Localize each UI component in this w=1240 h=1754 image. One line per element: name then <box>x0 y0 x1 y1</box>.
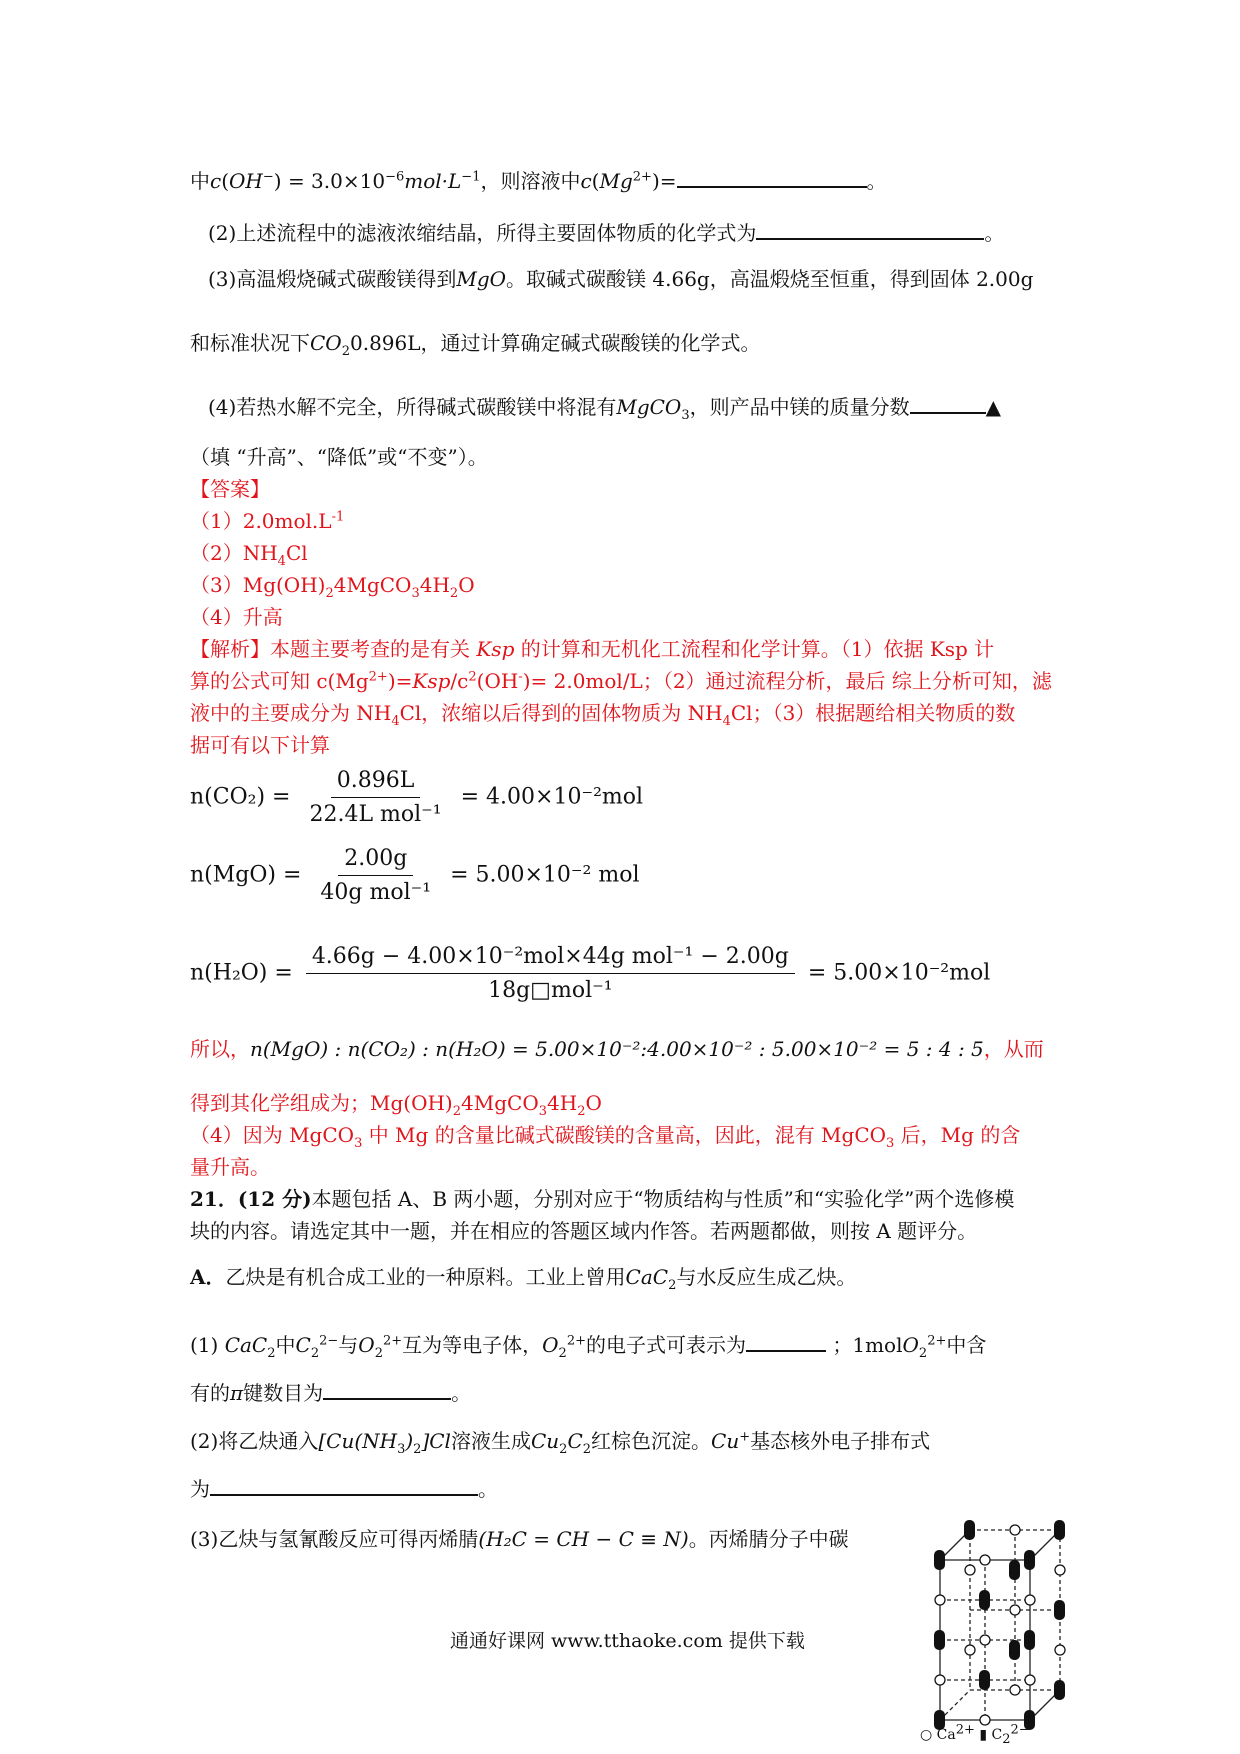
conclusion-line2: 得到其化学组成为；$Mg(OH)_24MgCO_34H_2O$ <box>190 1091 602 1119</box>
triangle-mark: ▲ <box>985 395 1001 419</box>
q20-part2: (2)上述流程中的滤液浓缩结晶，所得主要固体物质的化学式为 。 <box>208 221 1005 245</box>
fraction: $\frac{2.00g}{\text{40g mol⁻¹}}$ <box>320 846 432 905</box>
answer-blank[interactable] <box>756 220 984 240</box>
analysis-line3: 液中的主要成分为 $NH_4Cl$，浓缩以后得到的固体物质为 $NH_4Cl$；（3）根据题给相关物质的数 <box>190 701 1016 729</box>
answer-1: $(1)2.0mol.L^{-1}$ <box>190 509 345 533</box>
fraction: $\frac{\text{4.66g − 4.00×10⁻²mol×44g mol⁻¹ − 2.00g}}{\text{18g□mol⁻¹}}$ <box>306 944 795 1003</box>
answer-2: $(2)NH_4Cl$ <box>190 541 308 569</box>
q21-title-line1: 21．(12 分)本题包括 A、B 两小题，分别对应于“物质结构与性质”和“实验化学”两个选修模 <box>190 1187 1015 1211</box>
q20-line1: 中$c(OH^-) = 3.0\times 10^{-6}mol\cdot L^{-1}$，则溶液中$c(Mg^{2+})=$ 。 <box>190 169 887 193</box>
answer-blank[interactable] <box>677 168 867 188</box>
answer-blank[interactable] <box>910 394 986 414</box>
q21-part2: (2)将乙炔通入$[Cu(NH_3)_2]Cl$溶液生成$Cu_2C_2$红棕色沉淀。Cu+基态核外电子排布式 <box>190 1429 931 1457</box>
q21-part3: (3)乙炔与氢氰酸反应可得丙烯腈(H₂C = CH − C ≡ N)。丙烯腈分子中碳 <box>190 1527 849 1551</box>
answer-blank[interactable] <box>746 1332 826 1352</box>
q20-part3-cont: 和标准状况下$CO_20.896L$，通过计算确定碱式碳酸镁的化学式。 <box>190 331 761 359</box>
analysis-line2: 算的公式可知 $c(Mg^{2+})=Ksp/c^2(OH^-)= 2.0mol/L$；（2）通过流程分析，最后 综上分析可知，滤 <box>190 669 1052 693</box>
q21-part2-cont: 为 。 <box>190 1477 498 1501</box>
conclusion-line4: 量升高。 <box>190 1155 270 1179</box>
analysis-line1: 【解析】本题主要考查的是有关 Ksp 的计算和无机化工流程和化学计算。（1）依据 Ksp 计 <box>190 637 995 661</box>
answer-heading: 【答案】 <box>190 477 270 501</box>
analysis-line4: 据可有以下计算 <box>190 733 330 757</box>
conclusion-line3: （4）因为 MgCO$_3$ 中 Mg 的含量比碱式碳酸镁的含量高，因此，混有 MgCO$_3$ 后，Mg 的含 <box>190 1123 1021 1151</box>
q21-title-line2: 块的内容。请选定其中一题，并在相应的答题区域内作答。若两题都做，则按 A 题评分。 <box>190 1219 978 1243</box>
equation-n-h2o: n(H₂O) = $\frac{\text{4.66g − 4.00×10⁻²mol×44g mol⁻¹ − 2.00g}}{\text{18g□mol⁻¹}}$ = 5.00×10⁻²mol <box>190 944 991 1003</box>
answer-blank[interactable] <box>323 1380 451 1400</box>
q21-part1: (1) CaC$_2$中$C_2^{2-}$与$O_2^{2+}$互为等电子体，$O_2^{2+}$的电子式可表示为 ；1molO$_2^{2+}$中含 <box>190 1333 987 1361</box>
crystal-legend: ○ $Ca^{2+}$ ▮ $C_2^{2-}$ <box>920 1722 1030 1747</box>
q21-part1-cont: 有的π键数目为 。 <box>190 1381 472 1405</box>
page-footer: 通通好课网 www.tthaoke.com 提供下载 <box>450 1630 805 1652</box>
q20-part4: (4)若热水解不完全，所得碱式碳酸镁中将混有MgCO$_3$，则产品中镁的质量分数 ▲ <box>208 395 1001 423</box>
q20-part4-hint: （填 “升高”、“降低”或“不变”）。 <box>190 445 488 469</box>
q21-a-intro: A．乙炔是有机合成工业的一种原料。工业上曾用CaC$_2$与水反应生成乙炔。 <box>190 1265 857 1293</box>
answer-blank[interactable] <box>210 1476 478 1496</box>
ca-ion-icon: ○ <box>920 1727 933 1743</box>
equation-n-mgo: n(MgO) = $\frac{2.00g}{\text{40g mol⁻¹}}$ = 5.00×10⁻² mol <box>190 846 640 905</box>
answer-3: $(3)Mg(OH)_24MgCO_34H_2O$ <box>190 573 475 601</box>
conclusion-line1: 所以，n(MgO) : n(CO₂) : n(H₂O) = 5.00×10⁻²:4.00×10⁻² : 5.00×10⁻² = 5 : 4 : 5，从而 <box>190 1037 1044 1061</box>
crystal-lattice-diagram <box>920 1505 1080 1745</box>
equation-n-co2: n(CO₂) = $\frac{0.896L}{\text{22.4L mol⁻¹}}$ = 4.00×10⁻²mol <box>190 768 644 827</box>
c2-ion-icon: ▮ <box>979 1727 988 1743</box>
cac2-crystal-figure <box>920 1505 1080 1745</box>
fraction: $\frac{0.896L}{\text{22.4L mol⁻¹}}$ <box>309 768 442 827</box>
q20-part3: (3)高温煅烧碱式碳酸镁得到MgO。取碱式碳酸镁 4.66g，高温煅烧至恒重，得到固体 2.00g <box>208 267 1034 291</box>
answer-4: （4）升高 <box>190 605 283 629</box>
